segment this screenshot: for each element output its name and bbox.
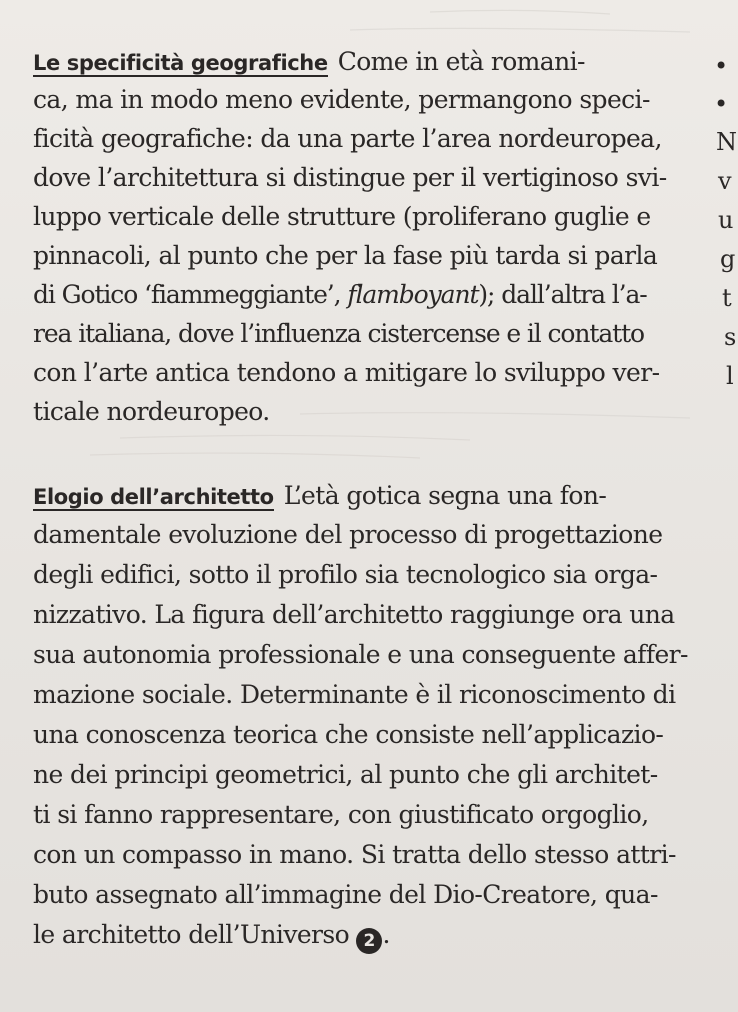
margin-char: t bbox=[722, 284, 732, 312]
margin-char: l bbox=[726, 362, 734, 390]
section1-text: Come in età romani- bbox=[337, 47, 585, 76]
section1-line-7a: di Gotico ‘fiammeggiante’, bbox=[33, 280, 348, 309]
section2-line-12 bbox=[33, 917, 390, 954]
margin-char: g bbox=[720, 245, 736, 273]
section2-line-9: ti si fanno rappresentare, con giustificato orgoglio, bbox=[33, 800, 649, 829]
section1-line-9: con l’arte antica tendono a mitigare lo sviluppo ver- bbox=[33, 358, 660, 387]
section2-line-10: con un compasso in mano. Si tratta dello stesso attri- bbox=[33, 840, 676, 869]
margin-char: s bbox=[724, 323, 737, 351]
section1-line-7 bbox=[33, 277, 647, 313]
section2-heading: Elogio dell’architetto bbox=[33, 485, 274, 509]
section1-line-3: ficità geografiche: da una parte l’area nordeuropea, bbox=[33, 124, 662, 153]
section1-heading: Le specificità geografiche bbox=[33, 51, 328, 75]
figure-reference-badge: 2 bbox=[356, 928, 382, 954]
margin-char: N bbox=[716, 128, 737, 156]
section1-line-1 bbox=[33, 44, 585, 81]
section2-line-12-text: le architetto dell’Universo bbox=[33, 920, 350, 949]
section2-line-5: sua autonomia professionale e una conseguente affer- bbox=[33, 640, 688, 669]
section1-line-10: ticale nordeuropeo. bbox=[33, 397, 270, 426]
section1-line-7b: ); dall’altra l’a- bbox=[478, 280, 647, 309]
section1-line-2: ca, ma in modo meno evidente, permangono speci- bbox=[33, 85, 650, 114]
section2-final-period: . bbox=[382, 920, 390, 949]
section2-line-7: una conoscenza teorica che consiste nell’applicazio- bbox=[33, 720, 664, 749]
section1-line-5: luppo verticale delle strutture (proliferano guglie e bbox=[33, 202, 651, 231]
section2-line-8: ne dei principi geometrici, al punto che gli architet- bbox=[33, 760, 658, 789]
section2-line-11: buto assegnato all’immagine del Dio-Creatore, qua- bbox=[33, 880, 658, 909]
margin-char: • bbox=[714, 52, 729, 80]
section2-line-1 bbox=[33, 478, 606, 515]
margin-char: v bbox=[718, 167, 732, 195]
section2-line-2: damentale evoluzione del processo di progettazione bbox=[33, 520, 663, 549]
section1-line-6: pinnacoli, al punto che per la fase più tarda si parla bbox=[33, 241, 658, 270]
section2-text: L’età gotica segna una fon- bbox=[283, 481, 607, 510]
section2-line-4: nizzativo. La figura dell’architetto raggiunge ora una bbox=[33, 600, 675, 629]
section2-line-3: degli edifici, sotto il profilo sia tecnologico sia orga- bbox=[33, 560, 658, 589]
margin-char: • bbox=[714, 90, 729, 118]
section1-line-4: dove l’architettura si distingue per il vertiginoso svi- bbox=[33, 163, 667, 192]
section1-line-8: rea italiana, dove l’influenza cistercense e il contatto bbox=[33, 319, 644, 348]
margin-char: u bbox=[718, 206, 734, 234]
section2-line-6: mazione sociale. Determinante è il riconoscimento di bbox=[33, 680, 676, 709]
italic-term: flamboyant bbox=[347, 280, 479, 309]
